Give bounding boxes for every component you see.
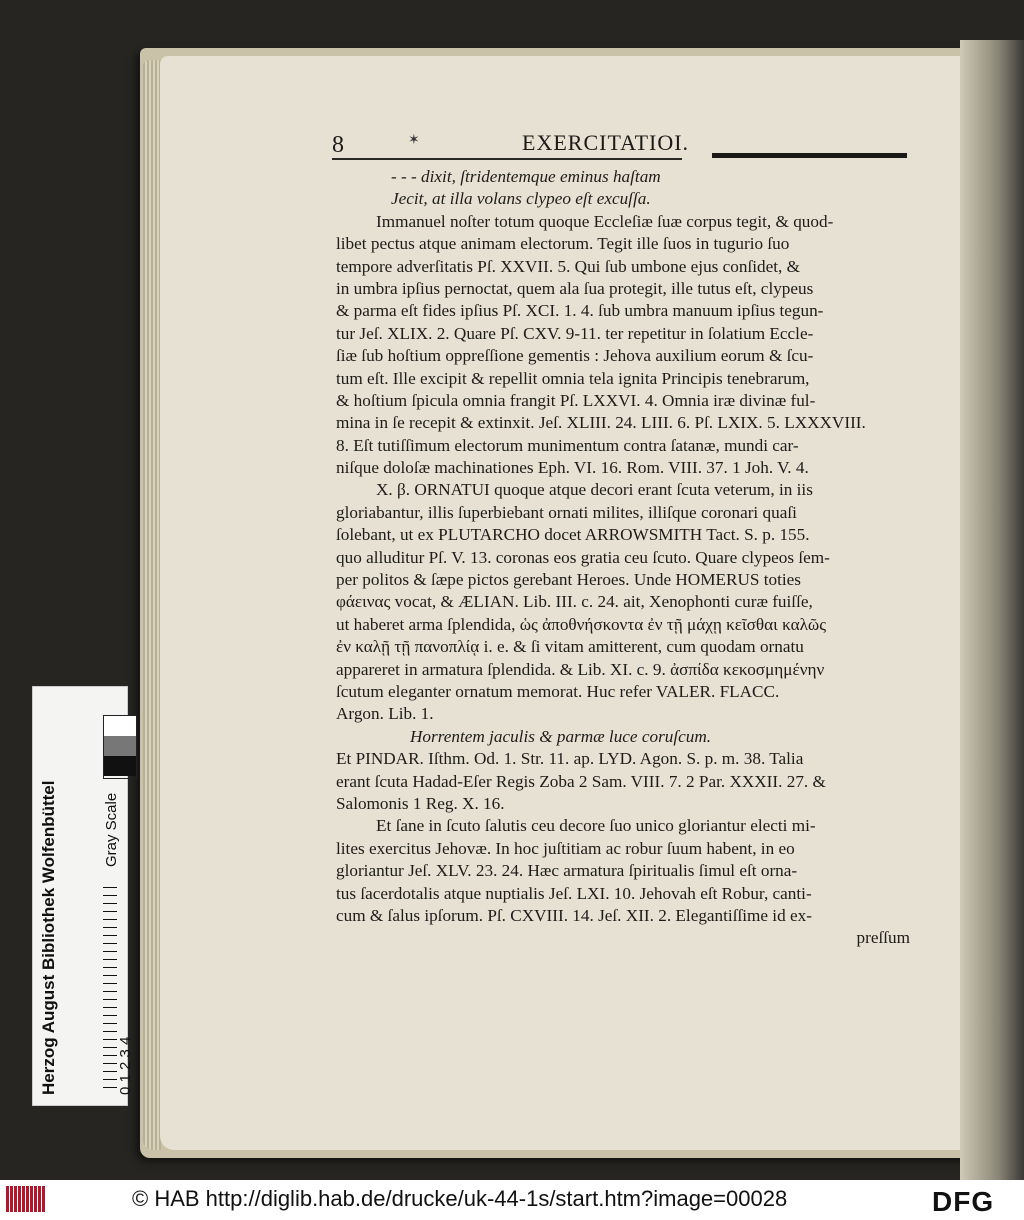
text-line: Horrentem jaculis & parmæ luce coruſcum. <box>410 726 712 746</box>
text-line: tus ſacerdotalis atque nuptialis Jeſ. LXI. 10. Jehovah eſt Robur, canti- <box>336 883 812 903</box>
text-line: preſſum <box>856 928 910 948</box>
text-line: Et PINDAR. Iſthm. Od. 1. Str. 11. ap. LYD. Agon. S. p. m. 38. Talia <box>336 749 804 769</box>
ruler-scale-label: Gray Scale <box>103 792 120 867</box>
text-line: Immanuel noſter totum quoque Eccleſiæ ſuæ corpus tegit, & quod- <box>376 211 834 231</box>
text-line: ſiæ ſub hoſtium oppreſſione gementis : Jehova auxilium eorum & ſcu- <box>336 346 814 366</box>
text-line: lites exercitus Jehovæ. In hoc juſtitiam ac robur ſuum habent, in eo <box>336 838 795 858</box>
text-line: Jecit, at illa volans clypeo eſt excuſſa. <box>391 189 651 209</box>
text-line: quo alluditur Pſ. V. 13. coronas eos gratia ceu ſcuto. Quare clypeos ſem- <box>336 547 830 567</box>
page-header <box>332 128 912 162</box>
text-line: Argon. Lib. 1. <box>336 704 434 724</box>
running-title: EXERCITATIOI. <box>522 130 690 155</box>
page-edges <box>143 60 161 1150</box>
text-line: ut haberet arma ſplendida, ὡς ἀποθνήσκοντα ἐν τῇ μάχῃ κεῖσθαι καλῶς <box>336 614 827 634</box>
dfg-logo: DFG <box>932 1186 995 1217</box>
ruler-ticks <box>103 887 117 1093</box>
header-rule <box>332 158 682 160</box>
header-rule-bold <box>712 153 907 158</box>
text-line: tur Jeſ. XLIX. 2. Quare Pſ. CXV. 9-11. ter repetitur in ſolatium Eccle- <box>336 323 814 343</box>
text-line: tum eſt. Ille excipit & repellit omnia tela ignita Principis tenebrarum, <box>336 368 810 388</box>
text-line: X. β. ORNATUI quoque atque decori erant ſcuta veterum, in iis <box>376 480 813 500</box>
page-number: 8 <box>332 132 344 158</box>
text-line: mina in ſe recepit & extinxit. Jeſ. XLIII. 24. LIII. 6. Pſ. LXIX. 5. LXXXVIII. <box>336 413 866 433</box>
text-line: niſque doloſæ machinationes Eph. VI. 16. Rom. VIII. 37. 1 Joh. V. 4. <box>336 458 809 478</box>
text-line: appareret in armatura ſplendida. & Lib. XI. c. 9. ἀσπίδα κεκοσμημένην <box>336 659 825 679</box>
text-line: - - - dixit, ſtridentemque eminus haſtam <box>391 167 661 186</box>
text-line: Salomonis 1 Reg. X. 16. <box>336 793 505 813</box>
text-line: ſolebant, ut ex PLUTARCHO docet ARROWSMITH Tact. S. p. 155. <box>336 525 810 545</box>
text-line: 8. Eſt tutiſſimum electorum munimentum contra ſatanæ, mundi car- <box>336 435 799 455</box>
text-line: tempore adverſitatis Pſ. XXVII. 5. Qui ſub umbone ejus conſidet, & <box>336 256 800 276</box>
gray-swatches <box>103 715 137 779</box>
text-line: Et ſane in ſcuto ſalutis ceu decore ſuo unico gloriantur electi mi- <box>376 816 816 836</box>
text-line: gloriantur Jeſ. XLV. 23. 24. Hæc armatura ſpiritualis ſimul eſt orna- <box>336 861 798 881</box>
footer-link[interactable]: © HAB http://diglib.hab.de/drucke/uk-44-1s/start.htm?image=00028 <box>132 1186 788 1211</box>
facing-page-edge <box>960 40 1024 1180</box>
ornament-icon: ✶ <box>408 133 420 148</box>
text-line: & parma eſt fides ipſius Pſ. XCI. 1. 4. ſub umbra manuum ipſius tegun- <box>336 301 824 321</box>
text-line: ſcutum eleganter ornatum memorat. Huc refer VALER. FLACC. <box>336 681 780 701</box>
text-line: gloriabantur, illis ſuperbiebant ornati milites, illiſque coronari quaſi <box>336 502 797 522</box>
text-line: in umbra ipſius pernoctat, quem ala ſua protegit, ille tutus eſt, clypeus <box>336 278 814 298</box>
text-line: ἐν καλῇ τῇ πανοπλίᾳ i. e. & ſi vitam amitterent, cum quodam ornatu <box>336 637 804 657</box>
text-line: erant ſcuta Hadad-Eſer Regis Zoba 2 Sam. VIII. 7. 2 Par. XXXII. 27. & <box>336 771 826 791</box>
ruler-numbers: 0 1 2 3 4 <box>117 1036 134 1095</box>
text-line: & hoſtium ſpicula omnia frangit Pſ. LXXVI. 4. Omnia iræ divinæ ful- <box>336 390 816 410</box>
ruler-library-label: Herzog August Bibliothek Wolfenbüttel <box>39 780 58 1095</box>
gray-scale-ruler <box>32 686 134 1106</box>
text-line: per politos & ſæpe pictos gerebant Heroes. Unde HOMERUS toties <box>336 570 801 590</box>
text-line: cum & ſalus ipſorum. Pſ. CXVIII. 14. Jeſ. XII. 2. Elegantiſſime id ex- <box>336 905 812 925</box>
text-line: φάεινας vocat, & ÆLIAN. Lib. III. c. 24. ait, Xenophonti curæ fuiſſe, <box>336 592 813 612</box>
text-line: libet pectus atque animam electorum. Tegit ille ſuos in tugurio ſuo <box>336 234 790 254</box>
digitization-logo-icon <box>6 1186 48 1214</box>
body-text <box>336 166 920 950</box>
